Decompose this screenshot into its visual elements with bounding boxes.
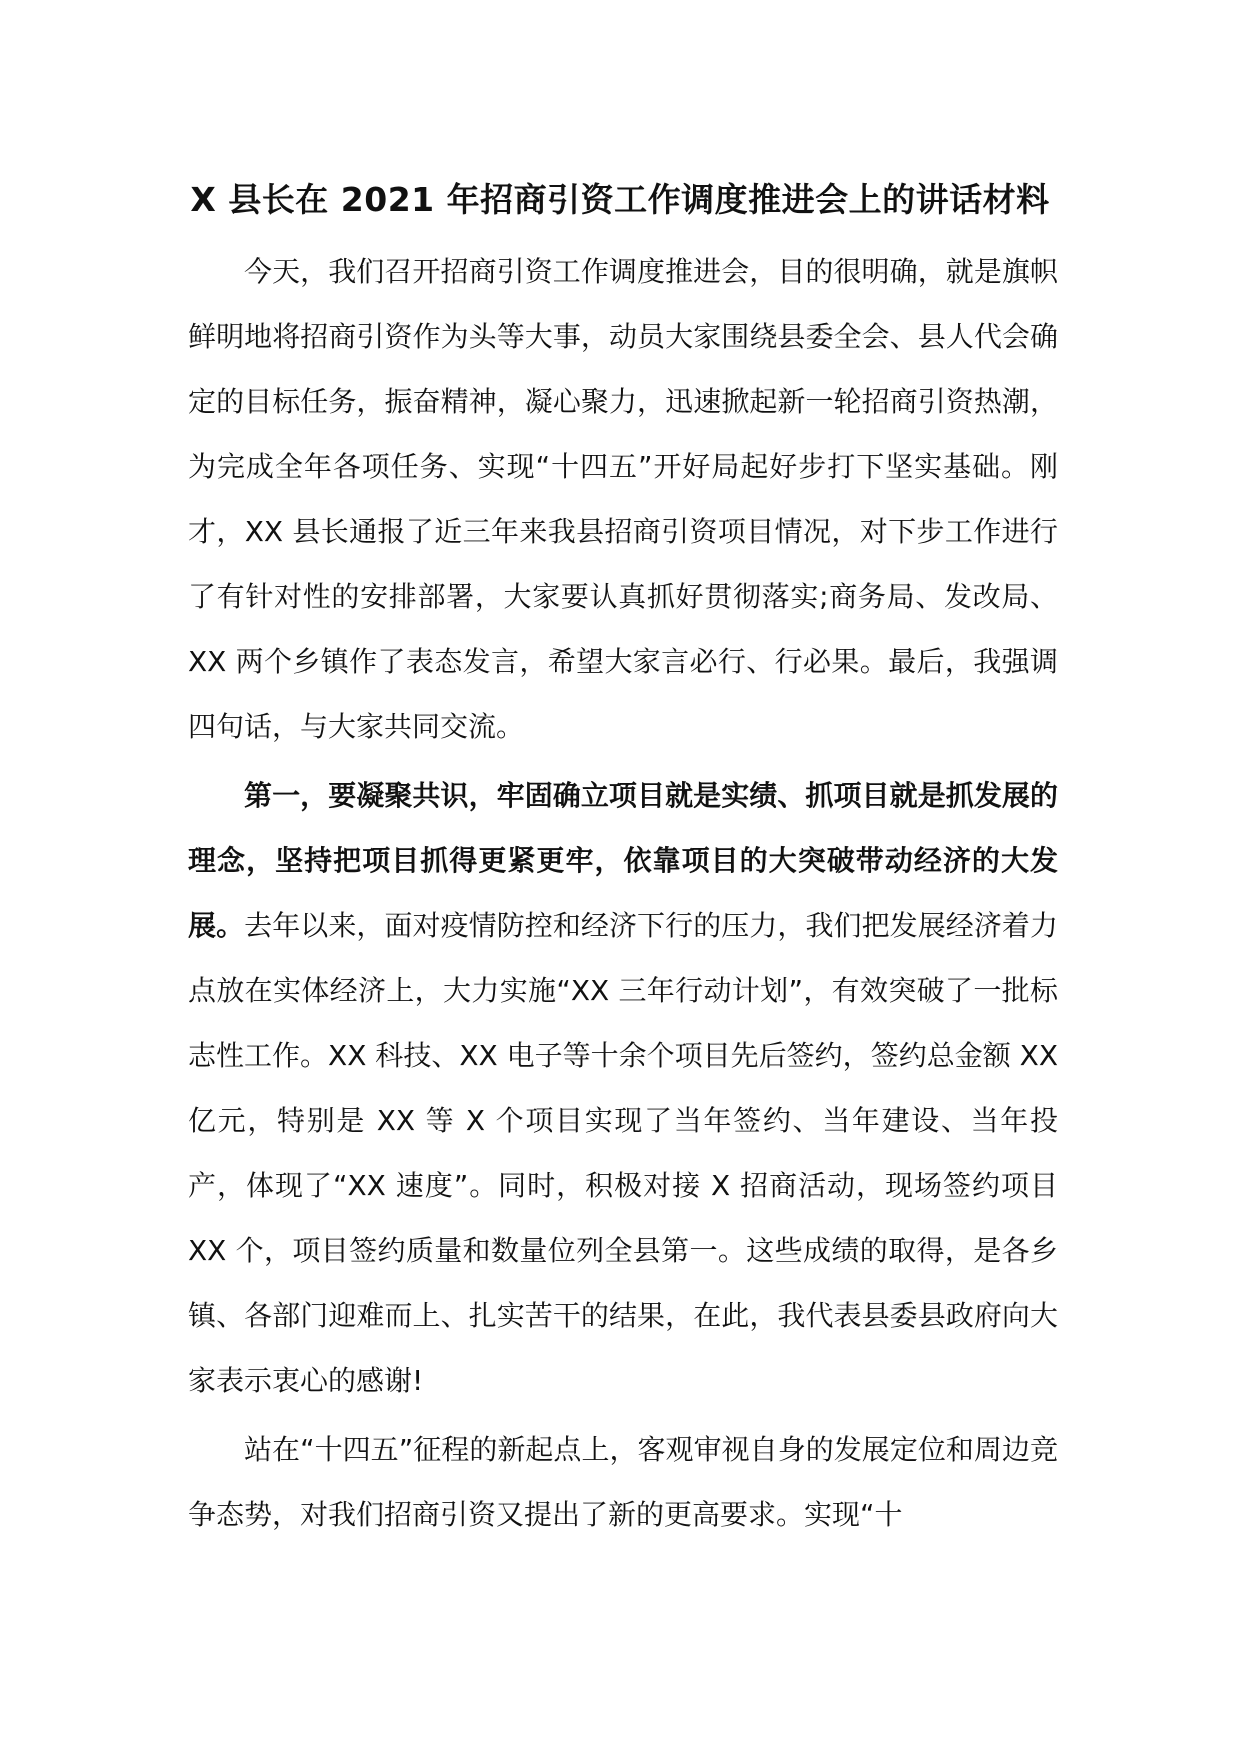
paragraph-3 [188, 1417, 1058, 1547]
paragraph-1-text: 今天，我们召开招商引资工作调度推进会，目的很明确，就是旗帜鲜明地将招商引资作为头等大事，动员大家围绕县委全会、县人代会确定的目标任务，振奋精神，凝心聚力，迅速掀起新一轮招商引资热潮，为完成全年各项任务、实现“十四五”开好局起好步打下坚实基础。刚才，XX 县长通报了近三年来我县招商引资项目情况，对下步工作进行了有针对性的安排部署，大家要认真抓好贯彻落实;商务局、发改局、XX 两个乡镇作了表态发言，希望大家言必行、行必果。最后，我强调四句话，与大家共同交流。 [188, 255, 1058, 743]
paragraph-2-text: 去年以来，面对疫情防控和经济下行的压力，我们把发展经济着力点放在实体经济上，大力实施“XX 三年行动计划”，有效突破了一批标志性工作。XX 科技、XX 电子等十余个项目先后签约，签约总金额 XX 亿元，特别是 XX 等 X 个项目实现了当年签约、当年建设、当年投产，体现了“XX 速度”。同时，积极对接 X 招商活动，现场签约项目 XX 个，项目签约质量和数量位列全县第一。这些成绩的取得，是各乡镇、各部门迎难而上、扎实苦干的结果，在此，我代表县委县政府向大家表示衷心的感谢! [188, 909, 1058, 1397]
paragraph-3-text: 站在“十四五”征程的新起点上，客观审视自身的发展定位和周边竞争态势，对我们招商引资又提出了新的更高要求。实现“十 [188, 1433, 1058, 1531]
paragraph-2 [188, 763, 1058, 1413]
document-title: X 县长在 2021 年招商引资工作调度推进会上的讲话材料 [190, 180, 1050, 219]
paragraph-1 [188, 239, 1058, 759]
paragraph-2-lead: 第一，要凝聚共识，牢固确立项目就是实绩、抓项目就是抓发展的理念，坚持把项目抓得更紧更牢，依靠项目的大突破带动经济的大发展。 [188, 779, 1058, 942]
